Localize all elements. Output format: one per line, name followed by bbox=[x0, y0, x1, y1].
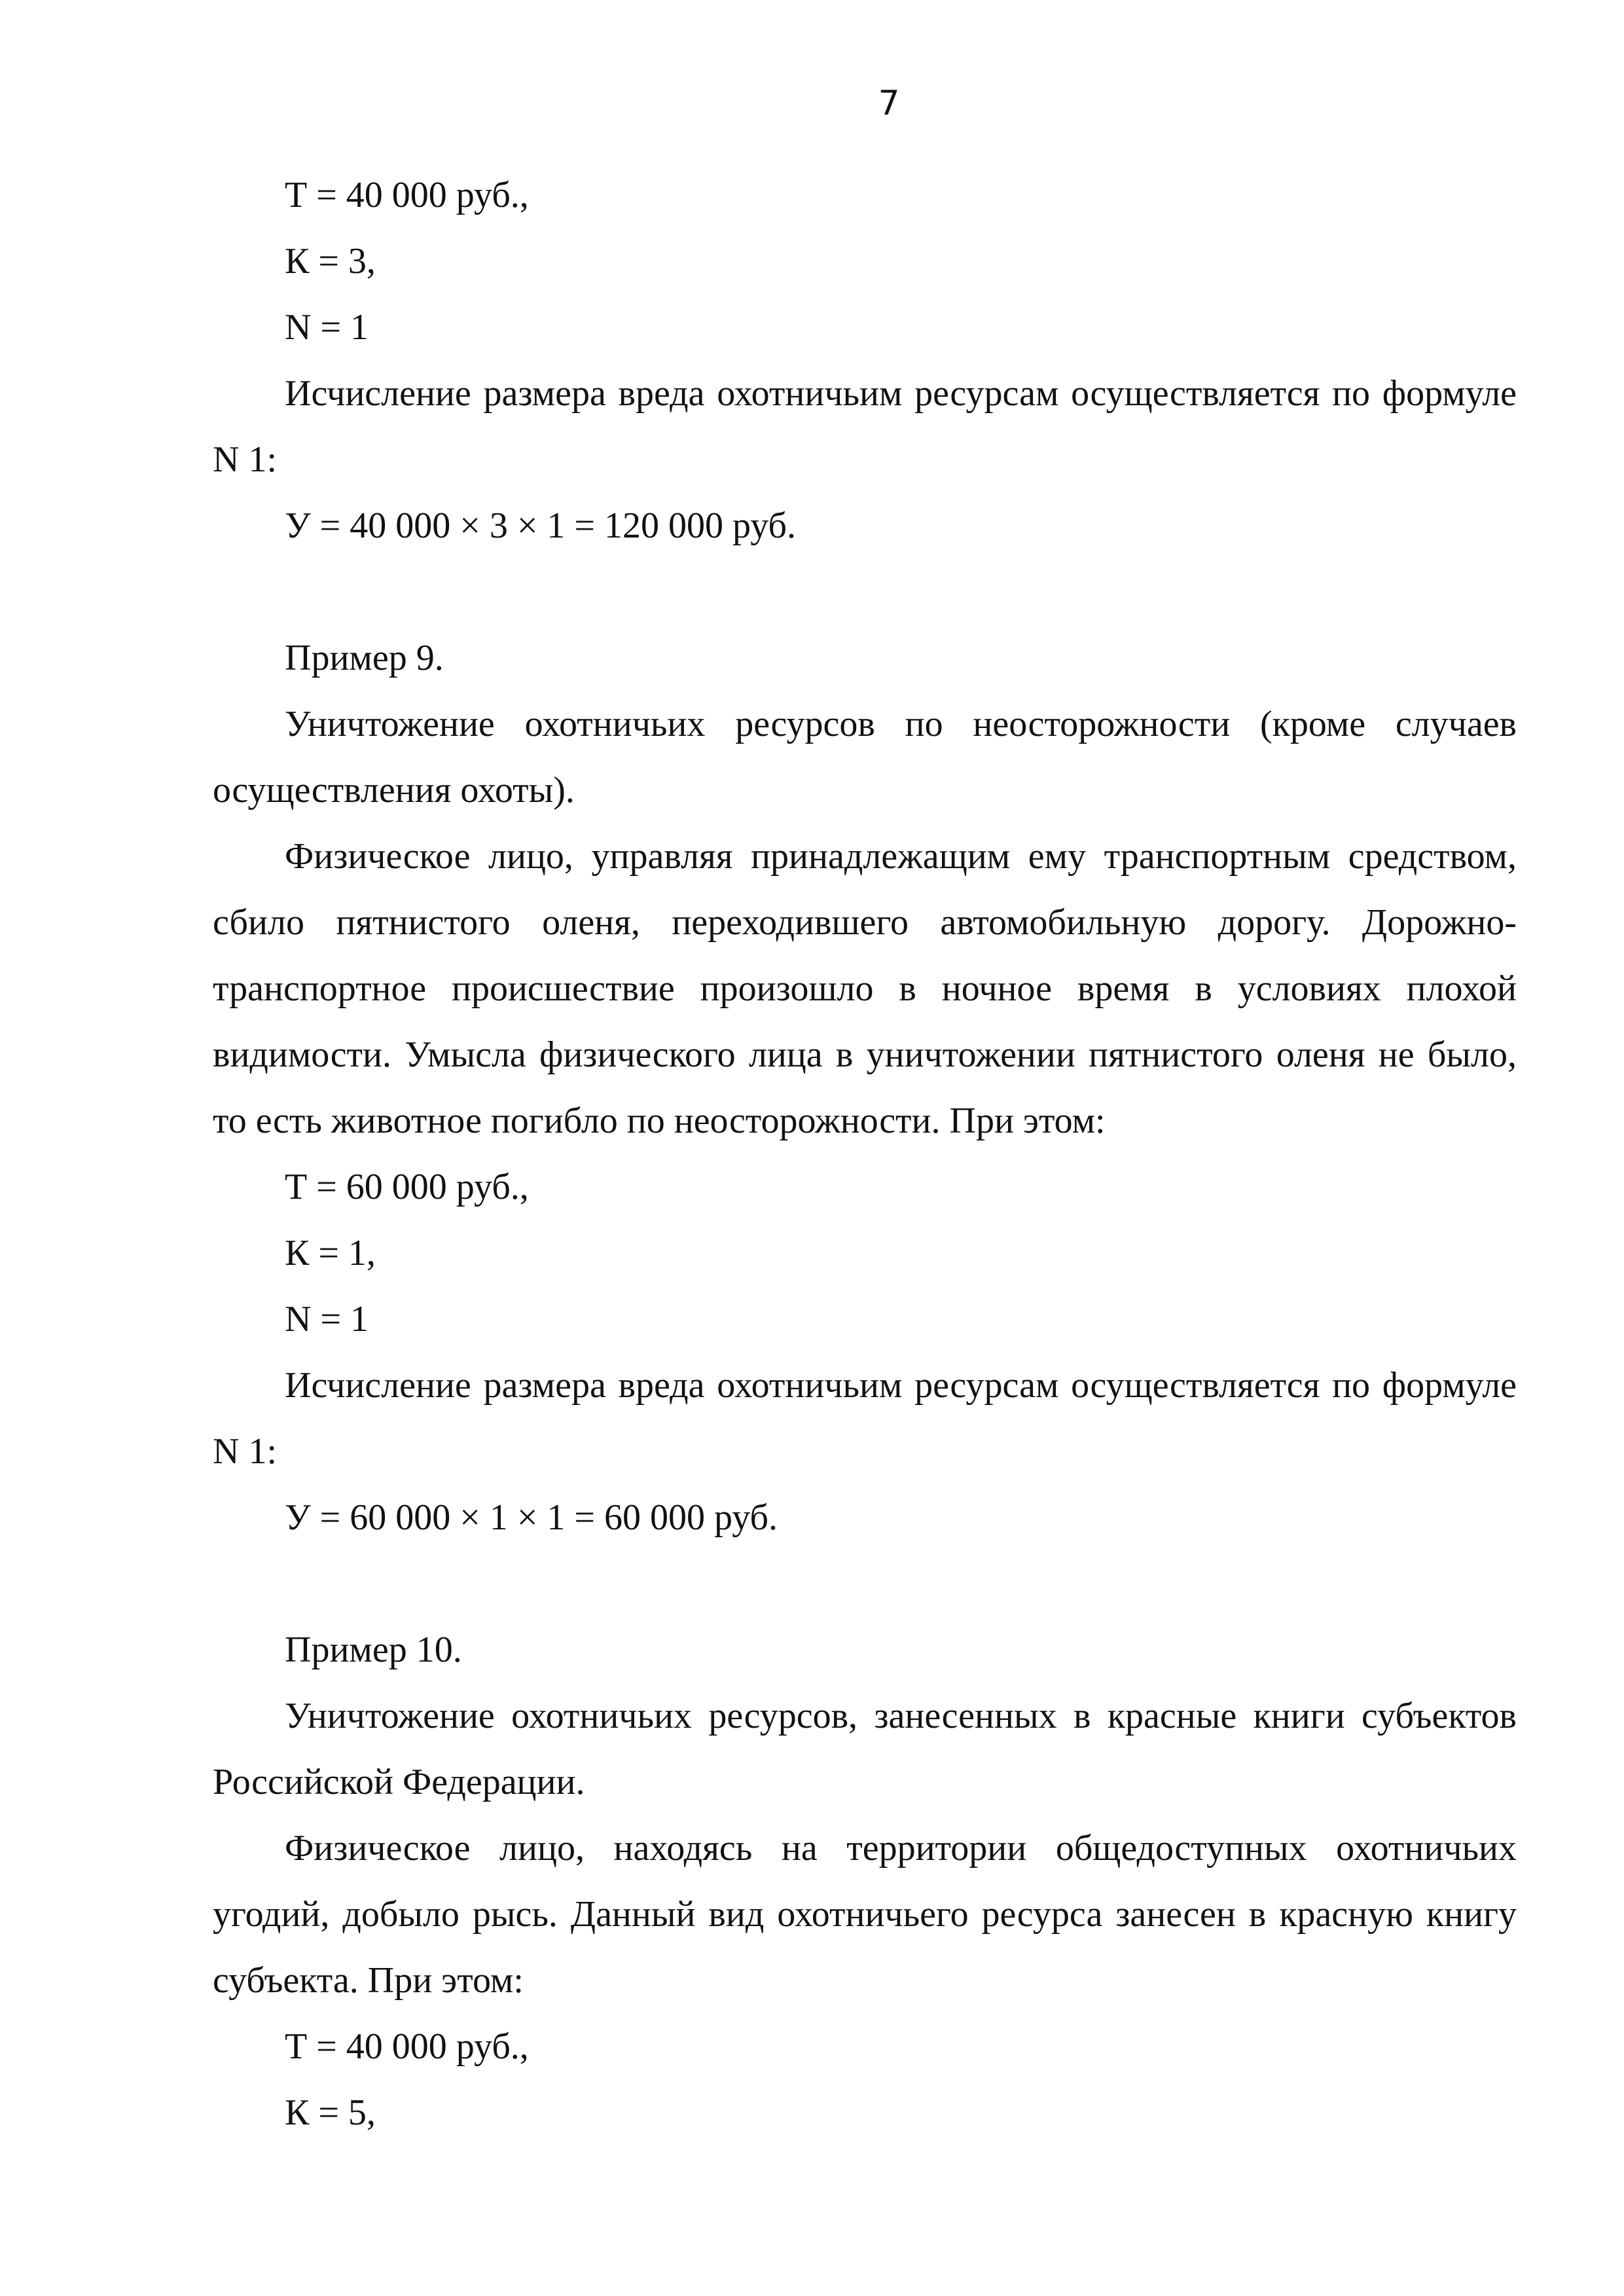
page-number: 7 bbox=[878, 84, 900, 123]
count-value: N = 1 bbox=[285, 1299, 369, 1339]
section-gap bbox=[213, 559, 1517, 625]
coefficient-value: К = 3, bbox=[285, 241, 376, 282]
document-body bbox=[213, 162, 1517, 2146]
example-10-title: Уничтожение охотничьих ресурсов, занесенных в красные книги субъектов Российской Федерации. bbox=[213, 1696, 1517, 1802]
example-9-heading: Пример 9. bbox=[285, 638, 444, 678]
example-10-description: Физическое лицо, находясь на территории общедоступных охотничьих угодий, добыло рысь. Данный вид охотничьего ресурса занесен в красную книгу субъекта. При этом: bbox=[213, 1828, 1517, 2001]
example-9-title: Уничтожение охотничьих ресурсов по неосторожности (кроме случаев осуществления охоты). bbox=[213, 704, 1517, 811]
tariff-value: Т = 40 000 руб., bbox=[285, 175, 529, 215]
tariff-value: Т = 60 000 руб., bbox=[285, 1167, 529, 1207]
count-value: N = 1 bbox=[285, 307, 369, 348]
calculation-paragraph: Исчисление размера вреда охотничьим ресурсам осуществляется по формуле N 1: bbox=[213, 373, 1517, 480]
calculation-paragraph: Исчисление размера вреда охотничьим ресурсам осуществляется по формуле N 1: bbox=[213, 1365, 1517, 1472]
section-gap bbox=[213, 1551, 1517, 1617]
example-10-heading: Пример 10. bbox=[285, 1630, 462, 1670]
calculation-result: У = 60 000 × 1 × 1 = 60 000 руб. bbox=[285, 1497, 778, 1538]
calculation-result: У = 40 000 × 3 × 1 = 120 000 руб. bbox=[285, 505, 796, 546]
coefficient-value: К = 5, bbox=[285, 2092, 376, 2133]
example-9-description: Физическое лицо, управляя принадлежащим ему транспортным средством, сбило пятнистого оленя, переходившего автомобильную дорогу. Дорожно-транспортное происшествие произошло в ночное время в условиях плохой видимости. Умысла физического лица в уничтожении пятнистого оленя не было, то есть животное погибло по неосторожности. При этом: bbox=[213, 836, 1517, 1141]
coefficient-value: К = 1, bbox=[285, 1233, 376, 1273]
tariff-value: Т = 40 000 руб., bbox=[285, 2026, 529, 2067]
